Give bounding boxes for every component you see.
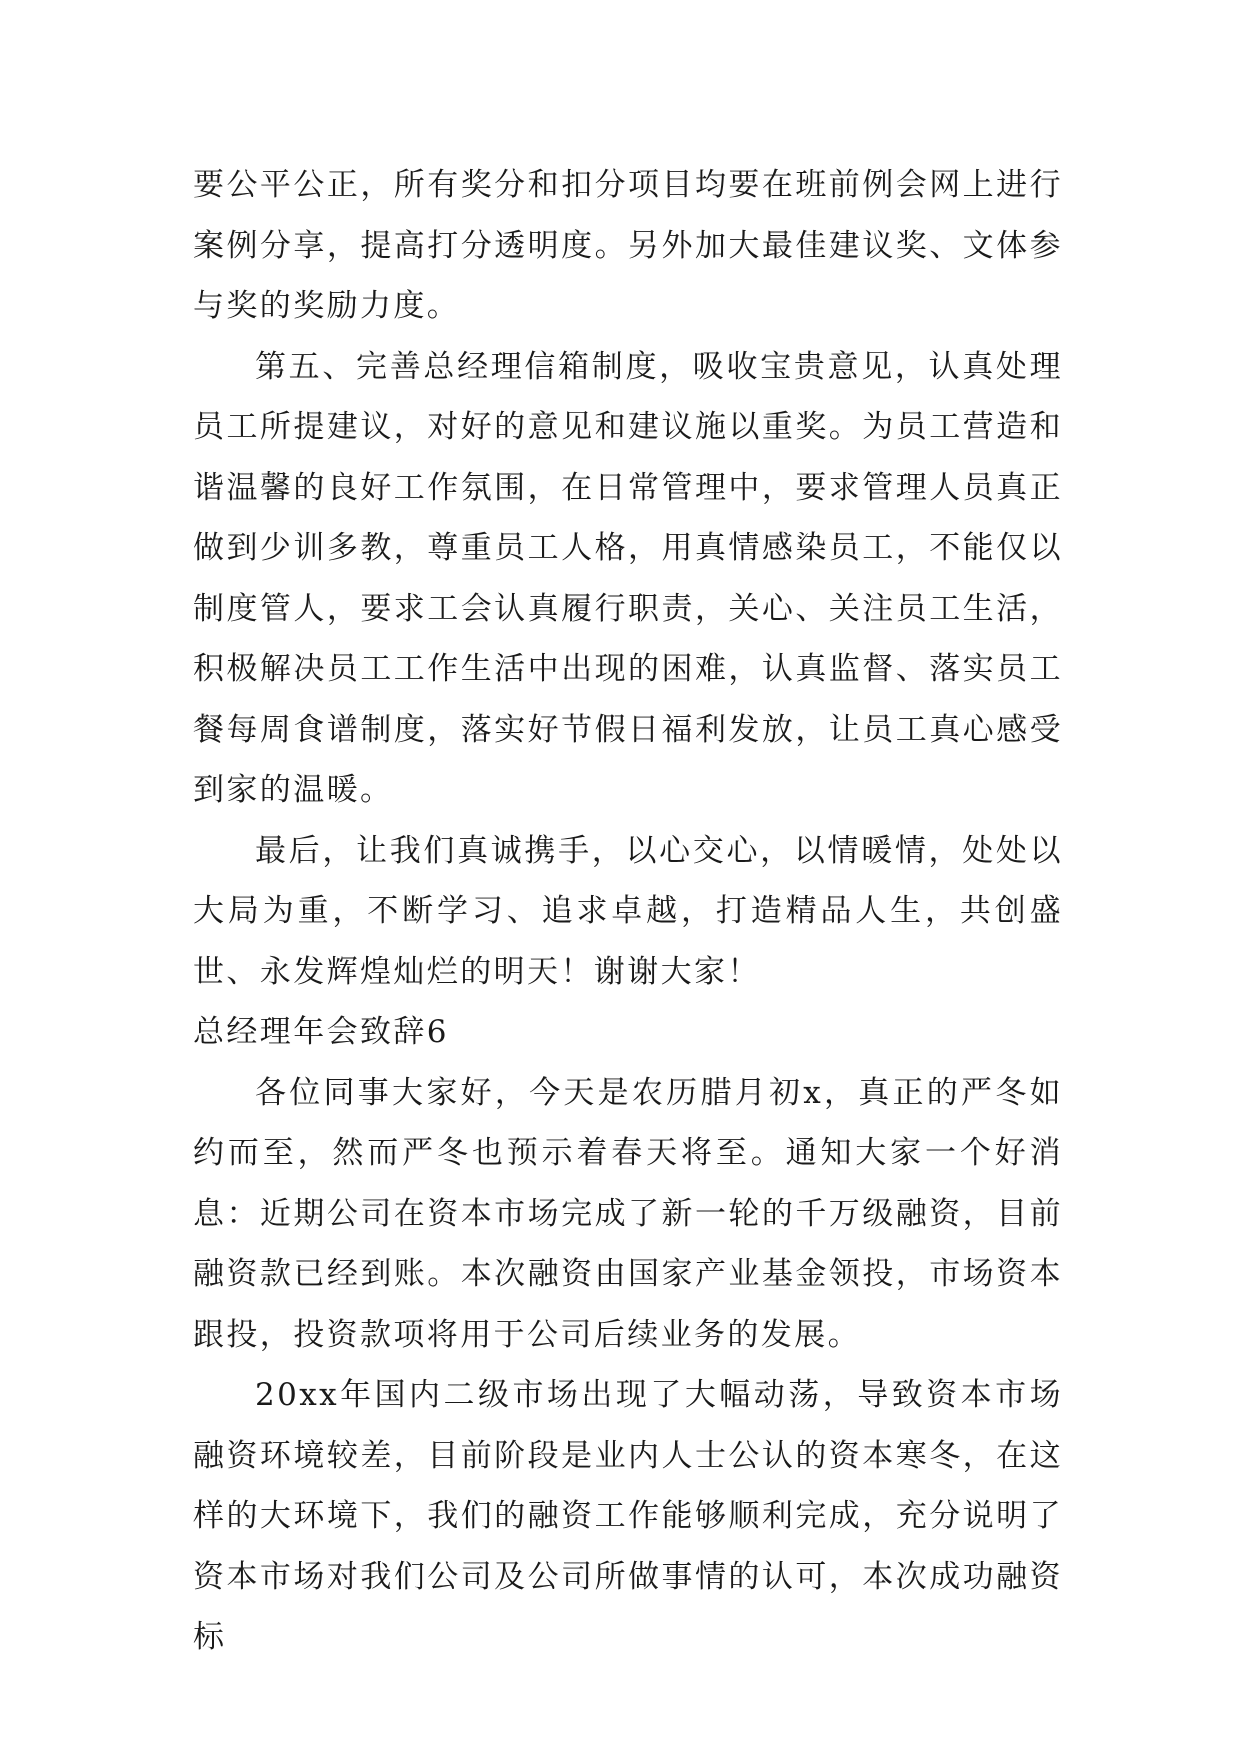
document-body: [193, 155, 1063, 1668]
paragraph-continued: 要公平公正，所有奖分和扣分项目均要在班前例会网上进行案例分享，提高打分透明度。另外加大最佳建议奖、文体参与奖的奖励力度。: [193, 167, 1063, 324]
section-heading: 总经理年会致辞6: [193, 1014, 449, 1050]
paragraph-market: 20xx年国内二级市场出现了大幅动荡，导致资本市场融资环境较差，目前阶段是业内人士公认的资本寒冬，在这样的大环境下，我们的融资工作能够顺利完成，充分说明了资本市场对我们公司及公司所做事情的认可，本次成功融资标: [193, 1377, 1063, 1655]
paragraph-greeting: 各位同事大家好，今天是农历腊月初x，真正的严冬如约而至，然而严冬也预示着春天将至。通知大家一个好消息：近期公司在资本市场完成了新一轮的千万级融资，目前融资款已经到账。本次融资由国家产业基金领投，市场资本跟投，投资款项将用于公司后续业务的发展。: [193, 1074, 1063, 1353]
paragraph-fifth-point: 第五、完善总经理信箱制度，吸收宝贵意见，认真处理员工所提建议，对好的意见和建议施以重奖。为员工营造和谐温馨的良好工作氛围，在日常管理中，要求管理人员真正做到少训多教，尊重员工人格，用真情感染员工，不能仅以制度管人，要求工会认真履行职责，关心、关注员工生活，积极解决员工工作生活中出现的困难，认真监督、落实员工餐每周食谱制度，落实好节假日福利发放，让员工真心感受到家的温暖。: [193, 348, 1063, 808]
paragraph-closing: 最后，让我们真诚携手，以心交心，以情暖情，处处以大局为重，不断学习、追求卓越，打造精品人生，共创盛世、永发辉煌灿烂的明天！谢谢大家！: [193, 832, 1063, 990]
